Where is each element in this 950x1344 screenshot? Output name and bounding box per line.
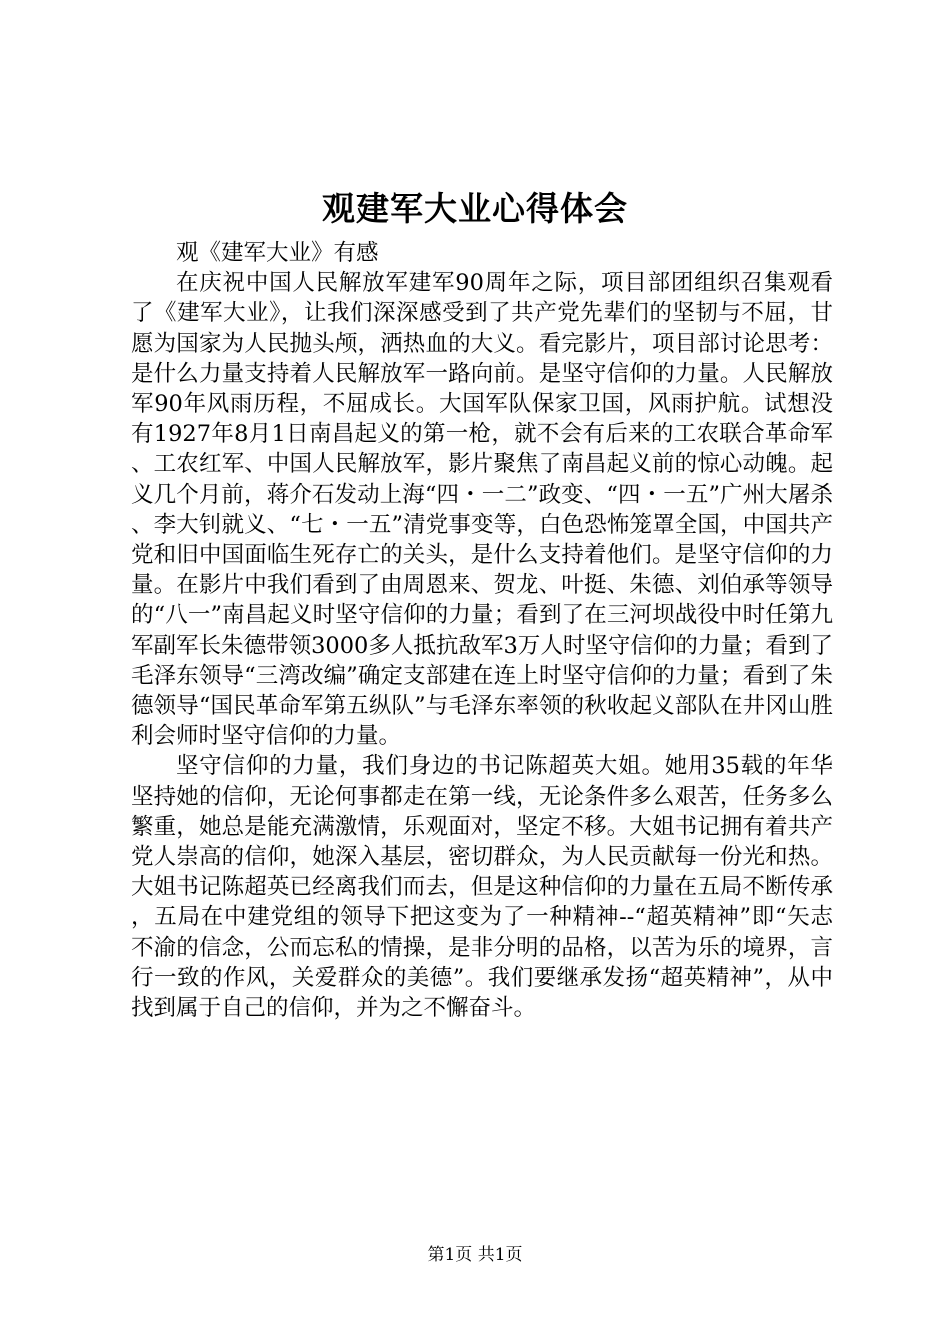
page-footer: 第1页 共1页 — [427, 1245, 523, 1265]
document-body — [131, 238, 833, 1023]
subtitle-paragraph: 观《建军大业》有感 — [176, 240, 379, 266]
document-title: 观建军大业心得体会 — [322, 189, 628, 228]
body-paragraph: 坚守信仰的力量，我们身边的书记陈超英大姐。她用35载的年华坚持她的信仰，无论何事都走在第一线，无论条件多么艰苦，任务多么繁重，她总是能充满激情，乐观面对，坚定不移。大姐书记拥有着共产党人崇高的信仰，她深入基层，密切群众，为人民贡献每一份光和热。大姐书记陈超英已经离我们而去，但是这种信仰的力量在五局不断传承，五局在中建党组的领导下把这变为了一种精神--“超英精神”即“矢志不渝的信念，公而忘私的情操，是非分明的品格，以苦为乐的境界，言行一致的作风，关爱群众的美德”。我们要继承发扬“超英精神”，从中找到属于自己的信仰，并为之不懈奋斗。 — [131, 753, 833, 1022]
body-paragraph: 在庆祝中国人民解放军建军90周年之际，项目部团组织召集观看了《建军大业》，让我们深深感受到了共产党先辈们的坚韧与不屈，甘愿为国家为人民抛头颅，洒热血的大义。看完影片，项目部讨论思考：是什么力量支持着人民解放军一路向前。是坚守信仰的力量。人民解放军90年风雨历程，不屈成长。大国军队保家卫国，风雨护航。试想没有1927年8月1日南昌起义的第一枪，就不会有后来的工农联合革命军、工农红军、中国人民解放军，影片聚焦了南昌起义前的惊心动魄。起义几个月前，蒋介石发动上海“四・一二”政变、“四・一五”广州大屠杀、李大钊就义、“七・一五”清党事变等，白色恐怖笼罩全国，中国共产党和旧中国面临生死存亡的关头，是什么支持着他们。是坚守信仰的力量。在影片中我们看到了由周恩来、贺龙、叶挺、朱德、刘伯承等领导的“八一”南昌起义时坚守信仰的力量；看到了在三河坝战役中时任第九军副军长朱德带领3000多人抵抗敌军3万人时坚守信仰的力量；看到了毛泽东领导“三湾改编”确定支部建在连上时坚守信仰的力量；看到了朱德领导“国民革命军第五纵队”与毛泽东率领的秋收起义部队在井冈山胜利会师时坚守信仰的力量。 — [131, 270, 833, 750]
